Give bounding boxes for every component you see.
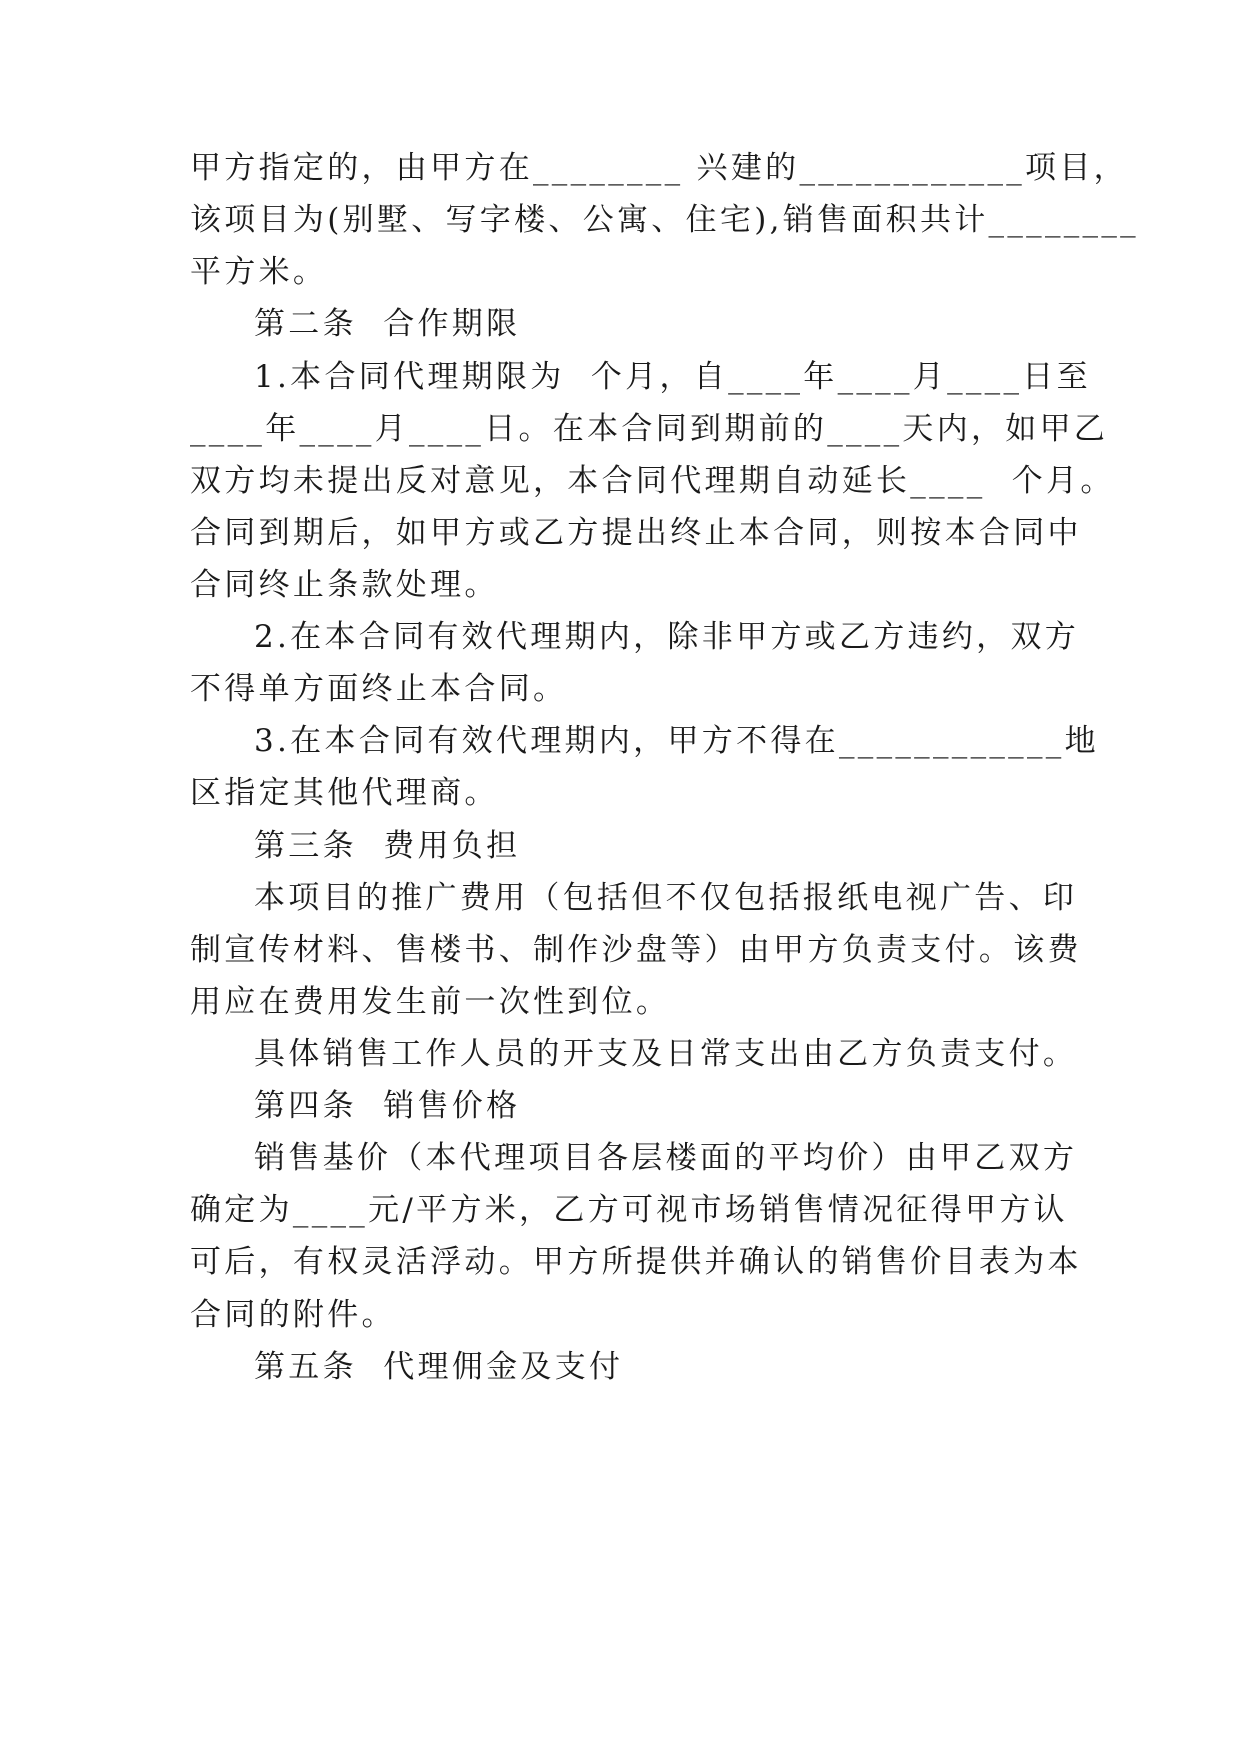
text-line: 甲方指定的，由甲方在________ 兴建的____________项目，: [190, 150, 1128, 186]
section-heading: 第二条 合作期限: [254, 306, 521, 342]
text-line: 销售基价（本代理项目各层楼面的平均价）由甲乙双方: [254, 1140, 1078, 1176]
section-heading: 第五条 代理佣金及支付: [254, 1349, 624, 1385]
text-line: 本项目的推广费用（包括但不仅包括报纸电视广告、印: [254, 880, 1078, 916]
text-line: 合同的附件。: [190, 1297, 396, 1333]
text-line: 合同到期后，如甲方或乙方提出终止本合同，则按本合同中: [190, 515, 1082, 551]
text-line: 双方均未提出反对意见，本合同代理期自动延长____ 个月。: [190, 463, 1115, 499]
section-heading: 第四条 销售价格: [254, 1088, 521, 1124]
text-line: ____年____月____日。在本合同到期前的____天内，如甲乙: [190, 411, 1109, 447]
text-line: 用应在费用发生前一次性到位。: [190, 984, 671, 1020]
text-line: 2.在本合同有效代理期内，除非甲方或乙方违约，双方: [254, 619, 1080, 655]
text-line: 1.本合同代理期限为 个月，自____年____月____日至: [254, 359, 1091, 395]
text-line: 3.在本合同有效代理期内，甲方不得在____________地: [254, 723, 1099, 759]
text-line: 合同终止条款处理。: [190, 567, 499, 603]
text-line: 该项目为(别墅、写字楼、公寓、住宅),销售面积共计________: [190, 202, 1139, 238]
text-line: 区指定其他代理商。: [190, 775, 499, 811]
text-line: 确定为____元/平方米，乙方可视市场销售情况征得甲方认: [190, 1192, 1068, 1228]
text-line: 不得单方面终止本合同。: [190, 671, 568, 707]
text-line: 具体销售工作人员的开支及日常支出由乙方负责支付。: [254, 1036, 1078, 1072]
text-line: 平方米。: [190, 254, 328, 290]
text-line: 制宣传材料、售楼书、制作沙盘等）由甲方负责支付。该费: [190, 932, 1082, 968]
text-line: 可后，有权灵活浮动。甲方所提供并确认的销售价目表为本: [190, 1244, 1082, 1280]
section-heading: 第三条 费用负担: [254, 828, 521, 864]
